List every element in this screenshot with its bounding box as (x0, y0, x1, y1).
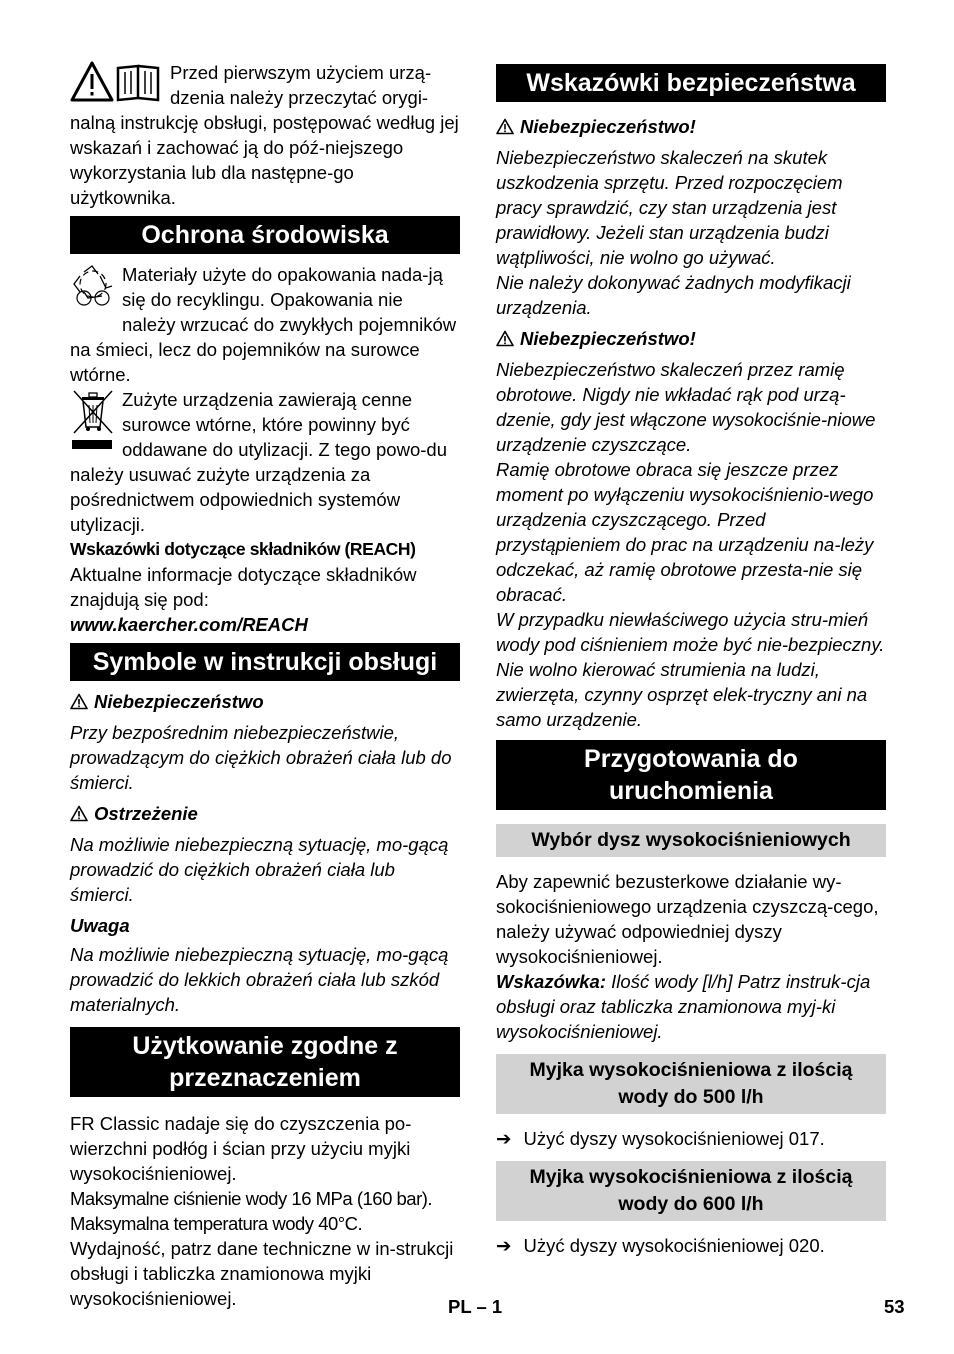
intro-block (70, 60, 460, 210)
use-text-3: Maksymalna temperatura wody 40°C. (70, 1213, 363, 1234)
note-text: Ilość wody [l/h] Patrz instruk-cja obsługi oraz tabliczka znamionowa myj-ki wysokociśnieniowej. (496, 971, 871, 1042)
washer-500-step-text: Użyć dyszy wysokociśnieniowej 017. (523, 1128, 825, 1149)
footer-page-number: 53 (884, 1296, 905, 1317)
right-column (496, 60, 886, 1268)
warning-triangle-icon (70, 803, 88, 828)
washer-600-heading: Myjka wysokociśnieniowa z ilością wody do 600 l/h (496, 1161, 886, 1221)
warning-text: Na możliwie niebezpieczną sytuację, mo-gącą prowadzić do ciężkich obrażeń ciała lub śmierci. (70, 834, 449, 905)
crossed-bin-icon (70, 387, 116, 454)
recycling-text: Materiały użyte do opakowania nada-ją się do recyklingu. Opakowania nie należy wrzucać do zwykłych pojemników na śmieci, lecz do pojemników na surowce wtórne. (70, 264, 457, 385)
environment-heading: Ochrona środowiska (70, 216, 460, 254)
warning-manual-icon (70, 60, 164, 109)
note-label: Wskazówka: (496, 971, 607, 992)
warning-triangle-icon (496, 328, 514, 353)
note-paragraph (496, 969, 886, 1044)
danger1-text-2: Nie należy dokonywać żadnych modyfikacji urządzenia. (496, 272, 851, 318)
danger1-label: Niebezpieczeństwo! (520, 116, 696, 137)
caution-text: Na możliwie niebezpieczną sytuację, mo-gącą prowadzić do lekkich obrażeń ciała lub szkód materialnych. (70, 944, 449, 1015)
warning-label-row (70, 801, 460, 828)
washer-500-step (496, 1126, 886, 1151)
arrow-right-icon: ➔ (496, 1235, 512, 1256)
weee-block (70, 387, 460, 537)
safety-heading: Wskazówki bezpieczeństwa (496, 64, 886, 102)
symbols-heading: Symbole w instrukcji obsługi (70, 643, 460, 681)
danger2-text-1: Niebezpieczeństwo skaleczeń przez ramię obrotowe. Nigdy nie wkładać rąk pod urzą-dzenie, gdy jest włączone wysokociśnie-niowe urządzenie czyszczące. (496, 359, 876, 455)
danger-text: Przy bezpośrednim niebezpieczeństwie, prowadzącym do ciężkich obrażeń ciała lub do śmierci. (70, 722, 452, 793)
washer-600-step-text: Użyć dyszy wysokociśnieniowej 020. (523, 1235, 825, 1256)
left-column (70, 60, 460, 1311)
recycling-icon (70, 262, 116, 313)
danger2-text-3: W przypadku niewłaściwego użycia stru-mień wody pod ciśnieniem może być nie-bezpieczny. Nie wolno kierować strumienia na ludzi, zwierzęta, czynny osprzęt elek-tryczny ani na samo urządzenie. (496, 609, 885, 730)
danger1-text-1: Niebezpieczeństwo skaleczeń na skutek uszkodzenia sprzętu. Przed rozpoczęciem pracy sprawdzić, czy stan urządzenia jest prawidłowy. Jeżeli stan urządzenia budzi wątpliwości, nie wolno go używać. (496, 147, 843, 268)
weee-text: Zużyte urządzenia zawierają cenne surowce wtórne, które powinny być oddawane do utylizacji. Z tego powo-du należy usuwać zużyte urządzenia za pośrednictwem odpowiednich systemów utylizacji. (70, 389, 447, 535)
warning-label: Ostrzeżenie (94, 803, 198, 824)
danger2-label: Niebezpieczeństwo! (520, 328, 696, 349)
recycling-block (70, 262, 460, 387)
danger2-text-2: Ramię obrotowe obraca się jeszcze przez moment po wyłączeniu wysokociśnienio-wego urządzenia czyszczącego. Przed przystąpieniem do prac na urządzeniu na-leży odczekać, aż ramię obrotowe przesta-nie się obracać. (496, 459, 874, 605)
caution-label: Uwaga (70, 915, 130, 936)
nozzle-text: Aby zapewnić bezusterkowe działanie wy-sokociśnieniowego urządzenia czyszczą-cego, należy używać odpowiedniej dyszy wysokociśnieniowej. (496, 871, 879, 967)
reach-link[interactable]: www.kaercher.com/REACH (70, 614, 308, 635)
use-text-1: FR Classic nadaje się do czyszczenia po-wierzchni podłóg i ścian przy użyciu myjki wysokociśnieniowej. (70, 1113, 412, 1184)
reach-heading: Wskazówki dotyczące składników (REACH) (70, 539, 416, 559)
danger1-label-row (496, 114, 886, 141)
reach-text: Aktualne informacje dotyczące składników znajdują się pod: (70, 564, 417, 610)
warning-triangle-icon (496, 116, 514, 141)
arrow-right-icon: ➔ (496, 1128, 512, 1149)
nozzle-selection-heading: Wybór dysz wysokociśnieniowych (496, 824, 886, 857)
danger-label-row (70, 689, 460, 716)
use-text-4: Wydajność, patrz dane techniczne w in-strukcji obsługi i tabliczka znamionowa myjki wysokociśnieniowej. (70, 1238, 454, 1309)
danger2-label-row (496, 326, 886, 353)
intro-text: Przed pierwszym użyciem urzą-dzenia należy przeczytać orygi-nalną instrukcję obsługi, postępować według jej wskazań i zachować ją do póź-niejszego wykorzystania lub dla następne-go użytkownika. (70, 62, 459, 208)
washer-500-heading: Myjka wysokociśnieniowa z ilością wody do 500 l/h (496, 1054, 886, 1114)
washer-600-step (496, 1233, 886, 1258)
warning-triangle-icon (70, 691, 88, 716)
intended-use-heading: Użytkowanie zgodne z przeznaczeniem (70, 1027, 460, 1097)
use-text-2: Maksymalne ciśnienie wody 16 MPa (160 bar). (70, 1188, 433, 1209)
footer-language-page: PL – 1 (448, 1296, 503, 1317)
danger-label: Niebezpieczeństwo (94, 691, 264, 712)
preparation-heading: Przygotowania do uruchomienia (496, 740, 886, 810)
